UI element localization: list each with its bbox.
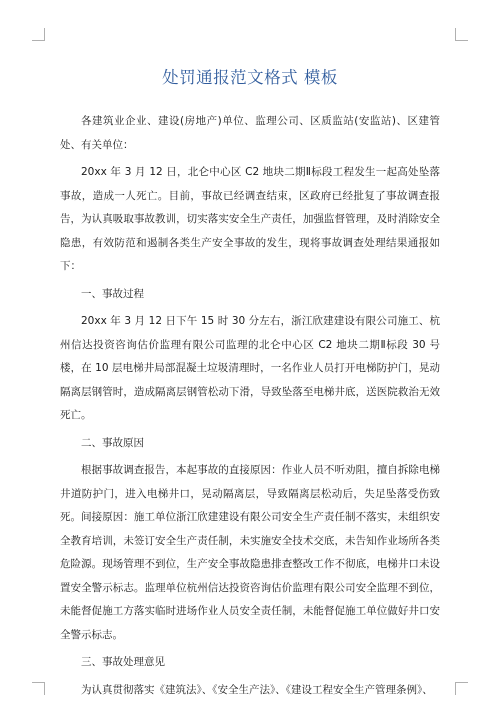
section-heading-cause: 二、事故原因 [81, 436, 144, 449]
page-corner-mark-bottom-right [455, 682, 468, 695]
section-heading-process: 一、事故过程 [81, 287, 144, 300]
intro-paragraph: 20xx 年 3 月 12 日，北仑中心区 C2 地块二期Ⅱ标段工程发生一起高处坠落事故，造成一人死亡。目前，事故已经调查结束，区政府已经批复了事故调查报告，为认真吸取事故教训，切实落实安全生产责任，加强监督管理，及时消除安全隐患，有效防范和遏制各类生产安全事故的发生，现将事故调查处理结果通报如下： [60, 166, 440, 272]
document-body [60, 110, 440, 706]
section-heading-handling: 三、事故处理意见 [81, 656, 165, 668]
page-corner-mark-top-right [455, 28, 468, 41]
section-body-process: 20xx 年 3 月 12 日下午 15 时 30 分左右，浙江欣建建设有限公司施工、杭州信达投资咨询估价监理有限公司监理的北仑中心区 C2 地块二期Ⅱ标段 30 号楼，在 10 层电梯井局部混凝土垃圾清理时，一名作业人员打开电梯防护门，晃动隔离层钢管时，造成隔离层钢管松动下滑，导致坠落至电梯井底，送医院救治无效死亡。 [60, 315, 440, 421]
salutation-paragraph: 各建筑业企业、建设(房地产)单位、监理公司、区质监站(安监站)、区建管处、有关单位： [60, 115, 440, 151]
section-body-handling: 为认真贯彻落实《建筑法》、《安全生产法》、《建设工程安全生产管理条例》、 [81, 683, 433, 696]
section-body-cause: 根据事故调查报告，本起事故的直接原因：作业人员不听劝阻，擅自拆除电梯井道防护门，进入电梯井口，晃动隔离层，导致隔离层松动后，失足坠落受伤致死。间接原因：施工单位浙江欣建建设有限公司安全生产责任制不落实，未组织安全教育培训，未签订安全生产责任制，未实施安全技术交底，未告知作业场所各类危险源。现场管理不到位，生产安全事故隐患排查整改工作不彻底，电梯井口未设置安全警示标志。监理单位杭州信达投资咨询估价监理有限公司安全监理不到位，未能督促施工方落实临时进场作业人员安全责任制，未能督促施工单位做好井口安全警示标志。 [60, 464, 440, 641]
page-corner-mark-top-left [32, 28, 45, 41]
page-corner-mark-bottom-left [32, 682, 45, 695]
document-title: 处罚通报范文格式 模板 [162, 68, 338, 87]
